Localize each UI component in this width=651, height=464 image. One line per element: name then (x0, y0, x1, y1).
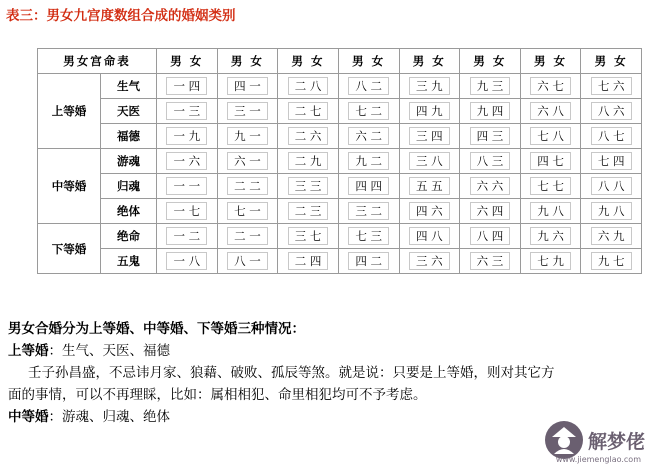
table-cell (278, 174, 339, 199)
table-cell (581, 199, 642, 224)
fortune-teller-icon (544, 420, 584, 460)
table-cell (338, 249, 399, 274)
cell-value: 四 六 (409, 202, 450, 220)
cell-value: 二 一 (227, 227, 268, 245)
cell-value: 一 一 (166, 177, 207, 195)
table-cell (338, 224, 399, 249)
table-cell (278, 74, 339, 99)
table-cell (460, 149, 521, 174)
cell-value: 七 八 (530, 127, 571, 145)
table-cell (460, 124, 521, 149)
table-row (38, 124, 642, 149)
header-label: 男女宫命表 (38, 49, 157, 74)
cell-value: 七 一 (227, 202, 268, 220)
cell-value: 八 八 (591, 177, 632, 195)
table-cell (157, 99, 218, 124)
upper-value: ：生气、天医、福德 (48, 343, 170, 359)
cell-value: 四 二 (348, 252, 389, 270)
column-header: 男 女 (460, 49, 521, 74)
table-cell (278, 124, 339, 149)
body-heading: 男女合婚分为上等婚、中等婚、下等婚三种情况： (8, 321, 305, 337)
cell-value: 一 七 (166, 202, 207, 220)
table-cell (278, 99, 339, 124)
table-cell (278, 224, 339, 249)
cell-value: 一 六 (166, 152, 207, 170)
group-label: 上等婚 (38, 74, 101, 149)
cell-value: 六 九 (591, 227, 632, 245)
cell-value: 八 六 (591, 102, 632, 120)
marriage-table (37, 48, 642, 274)
cell-value: 六 六 (470, 177, 511, 195)
cell-value: 七 三 (348, 227, 389, 245)
table-cell (338, 199, 399, 224)
table-row (38, 149, 642, 174)
cell-value: 四 七 (530, 152, 571, 170)
table-cell (338, 149, 399, 174)
cell-value: 八 二 (348, 77, 389, 95)
cell-value: 九 八 (591, 202, 632, 220)
table-cell (581, 174, 642, 199)
cell-value: 一 九 (166, 127, 207, 145)
table-cell (520, 224, 581, 249)
cell-value: 六 八 (530, 102, 571, 120)
table-cell (157, 224, 218, 249)
cell-value: 一 四 (166, 77, 207, 95)
cell-value: 三 三 (288, 177, 329, 195)
table-cell (399, 149, 460, 174)
cell-value: 一 二 (166, 227, 207, 245)
table-cell (520, 74, 581, 99)
watermark-brand: 解梦佬 (587, 430, 645, 453)
table-cell (581, 74, 642, 99)
cell-value: 七 二 (348, 102, 389, 120)
table-cell (460, 224, 521, 249)
middle-value: ：游魂、归魂、绝体 (48, 409, 170, 425)
cell-value: 一 八 (166, 252, 207, 270)
cell-value: 八 一 (227, 252, 268, 270)
table-row (38, 174, 642, 199)
watermark (544, 420, 645, 460)
cell-value: 二 四 (288, 252, 329, 270)
table-cell (338, 74, 399, 99)
row-label: 福德 (101, 124, 157, 149)
table-cell (520, 124, 581, 149)
cell-value: 九 八 (530, 202, 571, 220)
cell-value: 九 六 (530, 227, 571, 245)
cell-value: 六 二 (348, 127, 389, 145)
cell-value: 二 六 (288, 127, 329, 145)
table-row (38, 74, 642, 99)
table-cell (399, 124, 460, 149)
table-cell (581, 124, 642, 149)
table-cell (399, 199, 460, 224)
middle-label: 中等婚 (8, 409, 49, 425)
cell-value: 四 四 (348, 177, 389, 195)
cell-value: 九 二 (348, 152, 389, 170)
para-line-1: 壬子孙昌盛，不忌讳月家、狼藉、破败、孤辰等煞。就是说：只要是上等婚，则对其它方 (28, 365, 555, 381)
table-cell (460, 74, 521, 99)
table-cell (581, 99, 642, 124)
table-cell (338, 124, 399, 149)
table-cell (399, 174, 460, 199)
table-cell (217, 224, 278, 249)
table-cell (157, 249, 218, 274)
table-cell (217, 124, 278, 149)
row-label: 五鬼 (101, 249, 157, 274)
cell-value: 四 一 (227, 77, 268, 95)
cell-value: 二 七 (288, 102, 329, 120)
table-cell (399, 249, 460, 274)
table-cell (217, 149, 278, 174)
column-header: 男 女 (399, 49, 460, 74)
table-cell (157, 199, 218, 224)
table-header-row (38, 49, 642, 74)
cell-value: 九 四 (470, 102, 511, 120)
cell-value: 三 六 (409, 252, 450, 270)
table-cell (460, 199, 521, 224)
page-title: 表三：男女九宫度数组合成的婚姻类别 (6, 8, 236, 24)
column-header: 男 女 (157, 49, 218, 74)
table-cell (520, 249, 581, 274)
row-label: 天医 (101, 99, 157, 124)
cell-value: 七 七 (530, 177, 571, 195)
row-label: 生气 (101, 74, 157, 99)
cell-value: 四 三 (470, 127, 511, 145)
upper-label: 上等婚 (8, 343, 49, 359)
cell-value: 八 七 (591, 127, 632, 145)
para-line-2: 面的事情，可以不再理睬，比如：属相相犯、命里相犯均可不予考虑。 (8, 387, 427, 403)
cell-value: 七 九 (530, 252, 571, 270)
cell-value: 二 八 (288, 77, 329, 95)
cell-value: 九 七 (591, 252, 632, 270)
table-cell (338, 99, 399, 124)
table-cell (278, 199, 339, 224)
table-cell (278, 149, 339, 174)
table-cell (217, 249, 278, 274)
row-label: 游魂 (101, 149, 157, 174)
cell-value: 七 四 (591, 152, 632, 170)
group-label: 中等婚 (38, 149, 101, 224)
column-header: 男 女 (581, 49, 642, 74)
table-cell (520, 174, 581, 199)
cell-value: 七 六 (591, 77, 632, 95)
column-header: 男 女 (338, 49, 399, 74)
table-cell (460, 99, 521, 124)
table-cell (157, 124, 218, 149)
row-label: 绝命 (101, 224, 157, 249)
cell-value: 三 一 (227, 102, 268, 120)
column-header: 男 女 (217, 49, 278, 74)
cell-value: 九 三 (470, 77, 511, 95)
cell-value: 六 七 (530, 77, 571, 95)
table-cell (217, 99, 278, 124)
cell-value: 三 七 (288, 227, 329, 245)
column-header: 男 女 (520, 49, 581, 74)
cell-value: 三 四 (409, 127, 450, 145)
table-cell (399, 224, 460, 249)
upper-line (8, 340, 648, 362)
table-cell (217, 199, 278, 224)
cell-value: 二 二 (227, 177, 268, 195)
column-header: 男 女 (278, 49, 339, 74)
table-cell (217, 74, 278, 99)
cell-value: 八 三 (470, 152, 511, 170)
table-row (38, 99, 642, 124)
cell-value: 一 三 (166, 102, 207, 120)
table-cell (520, 99, 581, 124)
row-label: 归魂 (101, 174, 157, 199)
cell-value: 六 四 (470, 202, 511, 220)
table-cell (460, 249, 521, 274)
group-label: 下等婚 (38, 224, 101, 274)
table-row (38, 224, 642, 249)
cell-value: 四 九 (409, 102, 450, 120)
cell-value: 三 九 (409, 77, 450, 95)
body-text (8, 318, 648, 428)
table-cell (399, 74, 460, 99)
table-cell (581, 224, 642, 249)
cell-value: 六 三 (470, 252, 511, 270)
cell-value: 六 一 (227, 152, 268, 170)
row-label: 绝体 (101, 199, 157, 224)
cell-value: 八 四 (470, 227, 511, 245)
table-cell (157, 74, 218, 99)
table-cell (520, 149, 581, 174)
cell-value: 三 八 (409, 152, 450, 170)
watermark-url: www.jiemenglao.com (555, 455, 641, 464)
table-cell (520, 199, 581, 224)
table-cell (157, 149, 218, 174)
table-cell (157, 174, 218, 199)
cell-value: 四 八 (409, 227, 450, 245)
table-cell (217, 174, 278, 199)
table-cell (581, 149, 642, 174)
table-cell (278, 249, 339, 274)
cell-value: 二 九 (288, 152, 329, 170)
cell-value: 五 五 (409, 177, 450, 195)
table-row (38, 199, 642, 224)
cell-value: 二 三 (288, 202, 329, 220)
table-cell (581, 249, 642, 274)
table-row (38, 249, 642, 274)
cell-value: 九 一 (227, 127, 268, 145)
table-cell (460, 174, 521, 199)
table-cell (399, 99, 460, 124)
table-cell (338, 174, 399, 199)
cell-value: 三 二 (348, 202, 389, 220)
